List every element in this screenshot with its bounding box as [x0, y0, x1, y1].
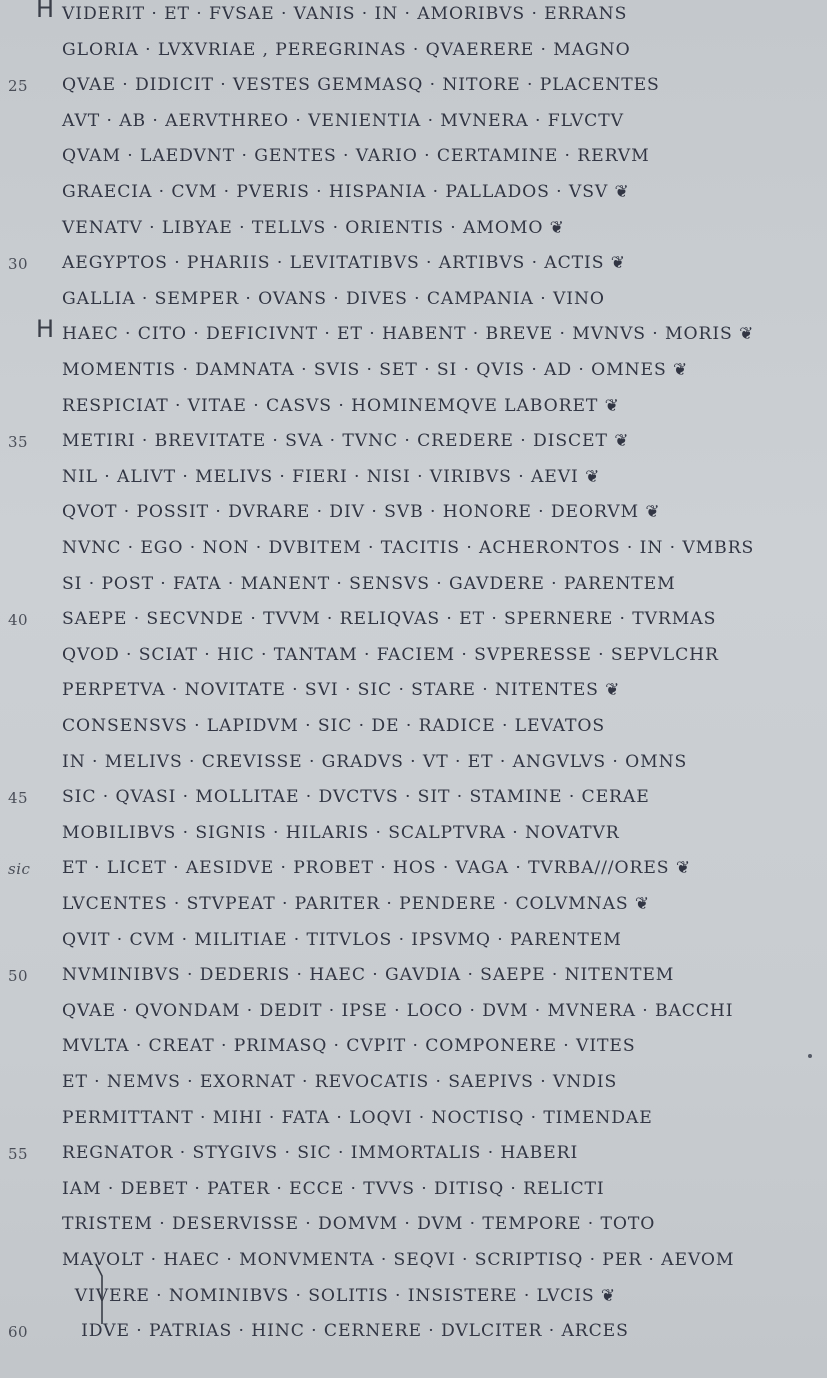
line-text: MAVOLT · HAEC · MONVMENTA · SEQVI · SCRIPTISQ · PER · AEVOM: [62, 1250, 735, 1270]
inscription-line: [0, 1068, 827, 1102]
inscription-line: [0, 570, 827, 604]
inscription-line: [0, 997, 827, 1031]
line-text: GRAECIA · CVM · PVERIS · HISPANIA · PALLADOS · VSV ❦: [62, 182, 630, 202]
line-text: MVLTA · CREAT · PRIMASQ · CVPIT · COMPONERE · VITES: [62, 1036, 636, 1057]
line-number: 45: [8, 789, 29, 808]
inscription-line: [0, 214, 827, 248]
bracket-mark: [94, 1262, 106, 1326]
inscription-line: [0, 249, 827, 283]
inscription-line: [0, 1139, 827, 1173]
inscription-line: [0, 1104, 827, 1138]
line-number: 40: [8, 611, 29, 630]
inscription-line: [0, 392, 827, 426]
line-text: SAEPE · SECVNDE · TVVM · RELIQVAS · ET · SPERNERE · TVRMAS: [62, 609, 717, 630]
inscription-line: [0, 854, 827, 888]
line-text: RESPICIAT · VITAE · CASVS · HOMINEMQVE LABORET ❦: [62, 395, 620, 416]
line-text: QVAM · LAEDVNT · GENTES · VARIO · CERTAMINE · RERVM: [62, 146, 650, 167]
inscription-line: [0, 961, 827, 995]
line-text: NVMINIBVS · DEDERIS · HAEC · GAVDIA · SAEPE · NITENTEM: [62, 965, 675, 986]
inscription-line: [0, 427, 827, 461]
line-text: GLORIA · LVXVRIAE , PEREGRINAS · QVAERERE · MAGNO: [62, 39, 631, 60]
line-text: METIRI · BREVITATE · SVA · TVNC · CREDERE · DISCET ❦: [62, 431, 630, 452]
inscription-line: [0, 1282, 827, 1316]
inscription-line: [0, 178, 827, 212]
inscription-line: [0, 1210, 827, 1244]
line-number: sic: [8, 860, 31, 879]
line-number: 25: [8, 77, 29, 96]
inscription-line: [0, 641, 827, 675]
inscription-line: [0, 0, 827, 34]
line-text: VENATV · LIBYAE · TELLVS · ORIENTIS · AMOMO ❦: [62, 217, 565, 238]
inscription-line: [0, 356, 827, 390]
inscription-line: [0, 926, 827, 960]
inscription-line: [0, 748, 827, 782]
line-number: 30: [8, 255, 29, 274]
line-text: QVOD · SCIAT · HIC · TANTAM · FACIEM · SVPERESSE · SEPVLCHR: [62, 644, 719, 665]
inscription-line: [0, 819, 827, 853]
line-text: AVT · AB · AERVTHREO · VENIENTIA · MVNERA · FLVCTV: [62, 110, 624, 131]
inscription-line: [0, 285, 827, 319]
line-text: MOBILIBVS · SIGNIS · HILARIS · SCALPTVRA · NOVATVR: [62, 822, 620, 843]
line-text: MOMENTIS · DAMNATA · SVIS · SET · SI · QVIS · AD · OMNES ❦: [62, 360, 689, 380]
inscription-line: [0, 36, 827, 70]
line-text: IN · MELIVS · CREVISSE · GRADVS · VT · ET · ANGVLVS · OMNS: [62, 751, 688, 772]
inscription-line: [0, 783, 827, 817]
line-text: PERPETVA · NOVITATE · SVI · SIC · STARE · NITENTES ❦: [62, 680, 621, 701]
line-text: TRISTEM · DESERVISSE · DOMVM · DVM · TEMPORE · TOTO: [62, 1214, 656, 1235]
line-number: 50: [8, 967, 29, 986]
stray-dot: [808, 1054, 812, 1058]
line-text: VIDERIT · ET · FVSAE · VANIS · IN · AMORIBVS · ERRANS: [62, 4, 628, 24]
line-text: CONSENSVS · LAPIDVM · SIC · DE · RADICE · LEVATOS: [62, 716, 605, 736]
inscription-line: [0, 107, 827, 141]
inscription-line: [0, 605, 827, 639]
inscription-line: [0, 676, 827, 710]
line-text: QVAE · DIDICIT · VESTES GEMMASQ · NITORE · PLACENTES: [62, 75, 660, 96]
inscription-line: [0, 71, 827, 105]
inscription-line: [0, 1175, 827, 1209]
line-text: HAEC · CITO · DEFICIVNT · ET · HABENT · BREVE · MVNVS · MORIS ❦: [62, 324, 755, 345]
inscription-line: [0, 1317, 827, 1351]
line-text: SI · POST · FATA · MANENT · SENSVS · GAVDERE · PARENTEM: [62, 573, 676, 594]
line-number: 35: [8, 433, 29, 452]
inscription-line: [0, 463, 827, 497]
inscription-line: [0, 534, 827, 568]
line-number: 55: [8, 1145, 29, 1164]
line-text: NIL · ALIVT · MELIVS · FIERI · NISI · VIRIBVS · AEVI ❦: [62, 466, 601, 487]
inscription-line: [0, 1032, 827, 1066]
line-text: IAM · DEBET · PATER · ECCE · TVVS · DITISQ · RELICTI: [62, 1178, 605, 1199]
line-text: QVOT · POSSIT · DVRARE · DIV · SVB · HONORE · DEORVM ❦: [62, 502, 661, 523]
inscription-line: [0, 315, 827, 354]
line-text: IDVE · PATRIAS · HINC · CERNERE · DVLCITER · ARCES: [62, 1321, 629, 1342]
line-text: REGNATOR · STYGIVS · SIC · IMMORTALIS · HABERI: [62, 1143, 579, 1164]
line-number: 60: [8, 1323, 29, 1342]
line-text: QVAE · QVONDAM · DEDIT · IPSE · LOCO · DVM · MVNERA · BACCHI: [62, 1000, 734, 1021]
line-text: SIC · QVASI · MOLLITAE · DVCTVS · SIT · STAMINE · CERAE: [62, 787, 650, 808]
paragraph-mark: H: [36, 315, 55, 344]
line-text: NVNC · EGO · NON · DVBITEM · TACITIS · ACHERONTOS · IN · VMBRS: [62, 538, 755, 558]
line-text: ET · LICET · AESIDVE · PROBET · HOS · VAGA · TVRBA///ORES ❦: [62, 858, 692, 879]
paragraph-mark: H: [36, 0, 55, 23]
line-text: QVIT · CVM · MILITIAE · TITVLOS · IPSVMQ · PARENTEM: [62, 929, 622, 950]
line-text: VIVERE · NOMINIBVS · SOLITIS · INSISTERE · LVCIS ❦: [62, 1285, 617, 1306]
inscription-line: [0, 498, 827, 532]
line-text: LVCENTES · STVPEAT · PARITER · PENDERE · COLVMNAS ❦: [62, 894, 651, 914]
inscription-line: [0, 142, 827, 176]
line-text: PERMITTANT · MIHI · FATA · LOQVI · NOCTISQ · TIMENDAE: [62, 1107, 653, 1128]
line-text: ET · NEMVS · EXORNAT · REVOCATIS · SAEPIVS · VNDIS: [62, 1072, 618, 1092]
line-text: AEGYPTOS · PHARIIS · LEVITATIBVS · ARTIBVS · ACTIS ❦: [62, 253, 627, 274]
inscription-line: [0, 890, 827, 924]
inscription-line: [0, 712, 827, 746]
line-text: GALLIA · SEMPER · OVANS · DIVES · CAMPANIA · VINO: [62, 288, 605, 309]
inscription-line: [0, 1246, 827, 1280]
